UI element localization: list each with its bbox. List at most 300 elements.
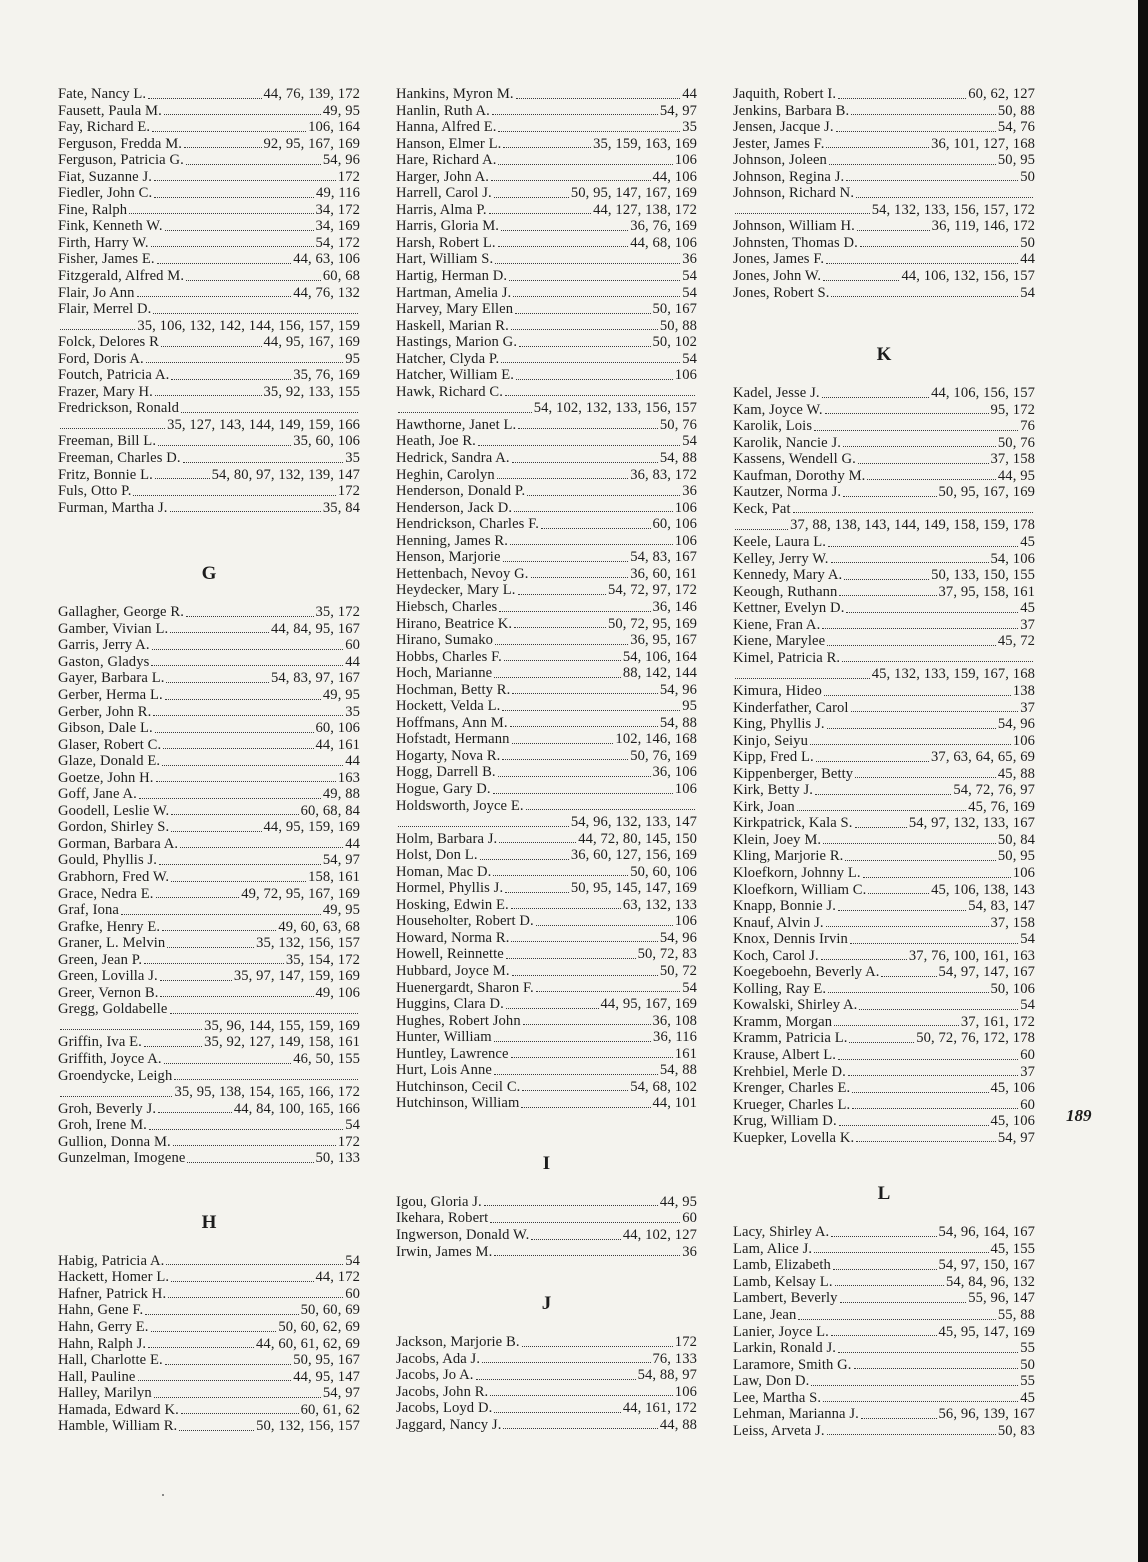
dot-leader	[165, 1364, 291, 1365]
index-entry	[396, 351, 697, 368]
dot-leader	[171, 831, 261, 832]
entry-name: Hochman, Betty R.	[396, 681, 511, 698]
entry-name: Keough, Ruthann	[733, 583, 838, 600]
index-entry	[58, 185, 360, 202]
dot-leader	[183, 462, 344, 463]
entry-pages: 54, 97, 132, 133, 167	[908, 815, 1035, 832]
index-entry	[396, 417, 697, 434]
index-entry	[396, 1334, 697, 1351]
entry-pages: 44, 63, 106	[293, 251, 360, 268]
dot-leader	[187, 1162, 313, 1163]
index-entry	[396, 996, 697, 1013]
dot-leader	[810, 744, 1011, 745]
index-entry	[396, 169, 697, 186]
dot-leader	[164, 114, 321, 115]
index-entry	[396, 880, 697, 897]
entry-name: Harris, Alma P.	[396, 201, 487, 218]
entry-pages: 54, 76	[997, 119, 1035, 136]
index-entry-continuation	[58, 1084, 360, 1101]
dot-leader	[152, 131, 306, 132]
index-entry	[733, 683, 1035, 700]
entry-pages: 35, 127, 143, 144, 149, 159, 166	[167, 416, 360, 433]
entry-pages: 35	[345, 703, 360, 720]
index-column-2	[396, 86, 697, 1433]
dot-leader	[167, 947, 254, 948]
dot-leader	[186, 616, 314, 617]
entry-pages: 54, 96, 164, 167	[938, 1224, 1035, 1241]
dot-leader	[482, 1362, 650, 1363]
index-entry	[733, 915, 1035, 932]
index-section-h	[58, 1209, 360, 1435]
dot-leader	[493, 875, 628, 876]
entry-pages: 50, 133, 150, 155	[931, 567, 1035, 584]
index-entry	[733, 633, 1035, 650]
entry-pages: 54, 72, 97, 172	[607, 582, 697, 599]
index-entry	[58, 1402, 360, 1419]
entry-pages: 50, 60, 62, 69	[278, 1319, 360, 1335]
entry-name: Hatcher, Clyda P.	[396, 350, 500, 367]
entry-pages: 36	[682, 1243, 697, 1260]
dot-leader	[166, 1264, 343, 1265]
entry-name: Kautzer, Norma J.	[733, 484, 842, 501]
dot-leader	[518, 594, 606, 595]
index-entry	[733, 1130, 1035, 1147]
entry-name: Hamble, William R.	[58, 1418, 178, 1435]
index-entry	[733, 964, 1035, 981]
dot-leader	[798, 1319, 996, 1320]
entry-name: Kippenberger, Betty	[733, 765, 854, 782]
entry-pages: 54, 97, 150, 167	[938, 1257, 1035, 1274]
dot-leader	[793, 512, 1033, 513]
dot-leader	[155, 395, 262, 396]
entry-pages: 54, 96, 132, 133, 147	[570, 814, 697, 831]
entry-pages: 36, 101, 127, 168	[931, 135, 1035, 152]
entry-pages: 54, 172	[315, 234, 360, 251]
dot-leader	[511, 1057, 673, 1058]
entry-name: Grafke, Henry E.	[58, 918, 161, 935]
index-entry	[58, 86, 360, 103]
dot-leader	[850, 943, 1018, 944]
entry-pages: 55, 96, 147	[968, 1290, 1035, 1307]
entry-name: Hawthorne, Janet L.	[396, 416, 517, 433]
entry-pages: 37, 88, 138, 143, 144, 149, 158, 159, 178	[790, 517, 1035, 534]
entry-pages: 76	[1020, 418, 1035, 435]
dot-leader	[163, 748, 313, 749]
entry-name: Green, Lovilla J.	[58, 968, 158, 985]
dot-leader	[60, 329, 135, 330]
entry-pages: 54, 83, 147	[968, 898, 1035, 915]
index-entry	[58, 1418, 360, 1435]
entry-name: Hanna, Alfred E.	[396, 119, 497, 136]
entry-pages: 54	[682, 350, 697, 367]
entry-name: Firth, Harry W.	[58, 234, 149, 251]
entry-name: Johnson, Richard N.	[733, 185, 855, 202]
dot-leader	[824, 695, 1011, 696]
index-entry	[396, 136, 697, 153]
entry-name: Jester, James F.	[733, 135, 825, 152]
index-entry	[733, 251, 1035, 268]
entry-pages: 95	[345, 350, 360, 367]
index-entry-continuation	[58, 417, 360, 434]
dot-leader	[155, 478, 210, 479]
entry-name: Hanson, Elmer L.	[396, 135, 502, 152]
entry-pages: 50, 76, 169	[630, 747, 697, 764]
entry-pages: 44, 161	[315, 736, 360, 753]
index-entry	[58, 301, 360, 318]
index-entry	[58, 1269, 360, 1286]
index-entry	[58, 202, 360, 219]
entry-name: Jacobs, Ada J.	[396, 1350, 481, 1367]
entry-name: Lamb, Elizabeth	[733, 1257, 831, 1274]
entry-name: Knox, Dennis Irvin	[733, 931, 848, 948]
dot-leader	[512, 975, 658, 976]
index-entry-continuation	[733, 517, 1035, 534]
entry-pages: 54	[682, 268, 697, 285]
dot-leader	[497, 478, 628, 479]
dot-leader	[831, 562, 989, 563]
index-entry	[58, 1150, 360, 1167]
dot-leader	[145, 1314, 298, 1315]
entry-pages: 37	[1020, 699, 1035, 716]
dot-leader	[498, 246, 629, 247]
entry-name: Lacy, Shirley A.	[733, 1224, 830, 1241]
dot-leader	[856, 197, 1033, 198]
entry-name: Laramore, Smith G.	[733, 1356, 852, 1373]
entry-pages: 36, 60, 127, 156, 169	[570, 847, 697, 864]
entry-name: Krenger, Charles E.	[733, 1080, 851, 1097]
entry-name: Fausett, Paula M.	[58, 102, 162, 119]
entry-pages: 106	[674, 499, 697, 516]
entry-pages: 49, 72, 95, 167, 169	[241, 885, 360, 902]
index-entry	[733, 268, 1035, 285]
index-entry	[733, 468, 1035, 485]
index-entry	[733, 285, 1035, 302]
entry-pages: 35, 60, 106	[293, 433, 360, 450]
dot-leader	[156, 781, 336, 782]
entry-pages: 44, 76, 139, 172	[263, 86, 360, 102]
entry-name: Lambert, Beverly	[733, 1290, 838, 1307]
index-section-continued	[733, 86, 1035, 301]
entry-name: Jaggard, Nancy J.	[396, 1416, 502, 1433]
dot-leader	[509, 280, 680, 281]
dot-leader	[184, 147, 261, 148]
index-entry	[396, 582, 697, 599]
entry-pages: 50, 60, 69	[300, 1302, 360, 1319]
index-section-continued	[396, 86, 697, 1112]
section-letter-heading: I	[542, 1152, 551, 1174]
entry-name: Kettner, Evelyn D.	[733, 600, 845, 617]
index-entry	[396, 450, 697, 467]
index-entry	[58, 869, 360, 886]
index-entry	[58, 1117, 360, 1134]
index-entry	[733, 749, 1035, 766]
entry-pages: 76, 133	[652, 1350, 697, 1367]
dot-leader	[170, 1013, 359, 1014]
paper-speck	[162, 1494, 164, 1496]
entry-pages: 60, 68, 84	[300, 802, 360, 819]
index-entry	[733, 1373, 1035, 1390]
entry-name: Hutchinson, Cecil C.	[396, 1078, 521, 1095]
entry-pages: 37, 158	[990, 914, 1035, 931]
entry-pages: 36, 76, 169	[630, 218, 697, 235]
dot-leader	[511, 908, 621, 909]
entry-pages: 54, 80, 97, 132, 139, 147	[211, 466, 360, 483]
index-entry	[396, 1095, 697, 1112]
entry-pages: 44	[345, 753, 360, 770]
entry-name: Henderson, Donald P.	[396, 483, 526, 500]
entry-pages: 45, 106	[990, 1113, 1035, 1130]
index-entry	[58, 285, 360, 302]
dot-leader	[179, 1430, 254, 1431]
dot-leader	[516, 98, 681, 99]
index-entry	[396, 731, 697, 748]
index-entry	[58, 753, 360, 770]
index-section-j	[396, 1290, 697, 1433]
entry-pages: 45, 95, 147, 169	[938, 1323, 1035, 1340]
index-entry	[733, 1390, 1035, 1407]
index-entry	[396, 831, 697, 848]
entry-name: Kuepker, Lovella K.	[733, 1129, 855, 1146]
entry-name: Harsh, Robert L.	[396, 234, 496, 251]
index-section-k	[733, 341, 1035, 1146]
entry-name: Kolling, Ray E.	[733, 980, 827, 997]
entry-name: Kramm, Morgan	[733, 1013, 833, 1030]
dot-leader	[506, 1008, 599, 1009]
entry-pages: 50, 95, 167, 169	[938, 484, 1035, 501]
index-entry	[396, 897, 697, 914]
index-entry	[733, 1274, 1035, 1291]
dot-leader	[494, 1041, 651, 1042]
entry-name: Goodell, Leslie W.	[58, 802, 170, 819]
index-entry	[58, 902, 360, 919]
dot-leader	[157, 263, 292, 264]
entry-name: Grabhorn, Fred W.	[58, 868, 170, 885]
entry-pages: 35, 132, 156, 157	[256, 935, 360, 952]
entry-pages: 54	[1020, 931, 1035, 948]
dot-leader	[838, 910, 966, 911]
entry-name: Householter, Robert D.	[396, 913, 534, 930]
dot-leader	[843, 446, 996, 447]
index-entry	[733, 1324, 1035, 1341]
index-entry	[58, 836, 360, 853]
dot-leader	[515, 313, 650, 314]
dot-leader	[60, 428, 165, 429]
entry-pages: 55, 88	[997, 1307, 1035, 1323]
entry-name: Koegeboehn, Beverly A.	[733, 964, 880, 981]
entry-name: Gullion, Donna M.	[58, 1133, 171, 1150]
index-entry	[58, 218, 360, 235]
entry-name: Hackett, Homer L.	[58, 1269, 170, 1286]
entry-pages: 50, 167	[652, 301, 697, 318]
dot-leader	[881, 976, 936, 977]
dot-leader	[834, 1025, 959, 1026]
entry-name: Goetze, John H.	[58, 769, 154, 786]
entry-pages: 35, 92, 133, 155	[263, 383, 360, 400]
entry-pages: 37, 63, 64, 65, 69	[931, 749, 1035, 766]
dot-leader	[838, 1352, 1018, 1353]
entry-pages: 54, 83, 167	[630, 549, 697, 566]
index-entry	[733, 435, 1035, 452]
entry-name: Gaston, Gladys	[58, 653, 150, 670]
entry-name: Gallagher, George R.	[58, 604, 184, 621]
dot-leader	[489, 213, 591, 214]
dot-leader	[863, 877, 1011, 878]
dot-leader	[148, 98, 261, 99]
entry-name: Hastings, Marion G.	[396, 334, 518, 351]
entry-name: Gerber, John R.	[58, 703, 152, 720]
dot-leader	[843, 496, 936, 497]
dot-leader	[822, 628, 1018, 629]
index-entry	[733, 534, 1035, 551]
index-entry	[396, 946, 697, 963]
dot-leader	[849, 1042, 914, 1043]
entry-name: Gibson, Dale L.	[58, 720, 153, 737]
index-entry	[58, 770, 360, 787]
entry-pages: 45, 155	[990, 1240, 1035, 1257]
dot-leader	[490, 1222, 680, 1223]
dot-leader	[501, 230, 628, 231]
entry-name: Fitzgerald, Alfred M.	[58, 268, 185, 285]
dot-leader	[851, 711, 1019, 712]
index-entry	[58, 919, 360, 936]
entry-name: Keck, Pat	[733, 500, 791, 517]
index-entry	[396, 367, 697, 384]
dot-leader	[823, 1401, 1018, 1402]
entry-pages: 60, 61, 62	[300, 1401, 360, 1418]
dot-leader	[823, 843, 996, 844]
entry-pages: 54, 97	[659, 102, 697, 119]
dot-leader	[60, 1029, 202, 1030]
dot-leader	[171, 881, 306, 882]
entry-name: Johnson, Joleen	[733, 152, 827, 169]
dot-leader	[138, 1380, 292, 1381]
entry-pages: 44, 72, 80, 145, 150	[578, 830, 697, 847]
dot-leader	[129, 213, 313, 214]
dot-leader	[174, 1079, 358, 1080]
entry-name: Hogue, Gary D.	[396, 780, 491, 797]
entry-pages: 44, 95, 167, 169	[263, 334, 360, 351]
entry-name: Heghin, Carolyn	[396, 466, 495, 483]
entry-pages: 45, 106	[990, 1080, 1035, 1097]
entry-name: Ferguson, Fredda M.	[58, 135, 183, 152]
dot-leader	[151, 1331, 277, 1332]
index-entry	[733, 948, 1035, 965]
index-entry	[733, 1241, 1035, 1258]
entry-name: Hartig, Herman D.	[396, 268, 508, 285]
entry-name: Gould, Phyllis J.	[58, 852, 158, 869]
dot-leader	[478, 445, 680, 446]
entry-pages: 50, 72, 83	[637, 946, 697, 963]
entry-name: Kelley, Jerry W.	[733, 550, 829, 567]
entry-name: Huntley, Lawrence	[396, 1045, 509, 1062]
dot-leader	[171, 1281, 313, 1282]
dot-leader	[137, 296, 292, 297]
entry-pages: 54	[345, 1117, 360, 1134]
index-entry	[396, 1227, 697, 1244]
entry-name: Lam, Alice J.	[733, 1240, 813, 1257]
dot-leader	[166, 682, 268, 683]
entry-name: Fuls, Otto P.	[58, 483, 132, 500]
index-entry	[396, 798, 697, 815]
entry-pages: 54, 83, 97, 167	[270, 670, 360, 687]
entry-name: Kramm, Patricia L.	[733, 1030, 848, 1047]
entry-pages: 54, 84, 96, 132	[945, 1273, 1035, 1290]
entry-pages: 35, 76, 169	[293, 367, 360, 384]
dot-leader	[839, 1125, 989, 1126]
entry-name: Hubbard, Joyce M.	[396, 962, 510, 979]
entry-pages: 60	[1020, 1046, 1035, 1063]
dot-leader	[180, 847, 343, 848]
dot-leader	[154, 197, 314, 198]
entry-pages: 60	[345, 637, 360, 654]
entry-pages: 50, 95, 147, 167, 169	[570, 185, 697, 202]
index-entry	[396, 268, 697, 285]
index-column-3	[733, 86, 1035, 1439]
entry-pages: 45	[1020, 1389, 1035, 1406]
dot-leader	[536, 991, 680, 992]
dot-leader	[173, 1145, 336, 1146]
index-entry	[58, 1253, 360, 1270]
page-number: 189	[1066, 1106, 1092, 1125]
index-entry	[396, 847, 697, 864]
dot-leader	[499, 611, 650, 612]
dot-leader	[162, 765, 343, 766]
dot-leader	[494, 1074, 658, 1075]
index-entry	[396, 1351, 697, 1368]
entry-name: Fink, Kenneth W.	[58, 218, 163, 235]
dot-leader	[152, 649, 344, 650]
entry-pages: 36	[682, 483, 697, 500]
entry-pages: 49, 95	[322, 102, 360, 119]
entry-name: Hughes, Robert John	[396, 1012, 521, 1029]
entry-pages: 45, 132, 133, 159, 167, 168	[871, 666, 1035, 683]
entry-pages: 106	[674, 152, 697, 169]
index-entry	[733, 617, 1035, 634]
entry-pages: 44, 95, 147	[293, 1368, 360, 1385]
index-entry	[58, 604, 360, 621]
dot-leader	[505, 892, 569, 893]
index-entry	[396, 384, 697, 401]
entry-pages: 37, 161, 172	[960, 1013, 1035, 1030]
entry-name: Jackson, Marjorie B.	[396, 1334, 520, 1351]
index-entry	[58, 483, 360, 500]
dot-leader	[495, 644, 628, 645]
index-entry-continuation	[58, 1018, 360, 1035]
dot-leader	[852, 1092, 988, 1093]
dot-leader	[160, 980, 232, 981]
index-entry	[396, 1029, 697, 1046]
entry-name: Flair, Jo Ann	[58, 284, 135, 301]
entry-name: Lehman, Marianna J.	[733, 1406, 859, 1423]
dot-leader	[536, 925, 673, 926]
dot-leader	[814, 1252, 988, 1253]
index-entry	[396, 103, 697, 120]
entry-name: Gordon, Shirley S.	[58, 819, 170, 836]
entry-name: Hirano, Beatrice K.	[396, 615, 513, 632]
entry-name: Lanier, Joyce L.	[733, 1323, 829, 1340]
entry-name: Gregg, Goldabelle	[58, 1001, 168, 1018]
entry-name: Henderson, Jack D.	[396, 499, 513, 516]
index-entry	[58, 1352, 360, 1369]
entry-pages: 35, 92, 127, 149, 158, 161	[204, 1034, 360, 1051]
entry-name: Haskell, Marian R.	[396, 317, 509, 334]
entry-name: Larkin, Ronald J.	[733, 1340, 837, 1357]
entry-pages: 50, 72	[659, 962, 697, 979]
entry-pages: 54, 97	[997, 1129, 1035, 1146]
entry-name: Kadel, Jesse J.	[733, 385, 820, 402]
entry-name: Holst, Don L.	[396, 847, 478, 864]
dot-leader	[822, 397, 930, 398]
